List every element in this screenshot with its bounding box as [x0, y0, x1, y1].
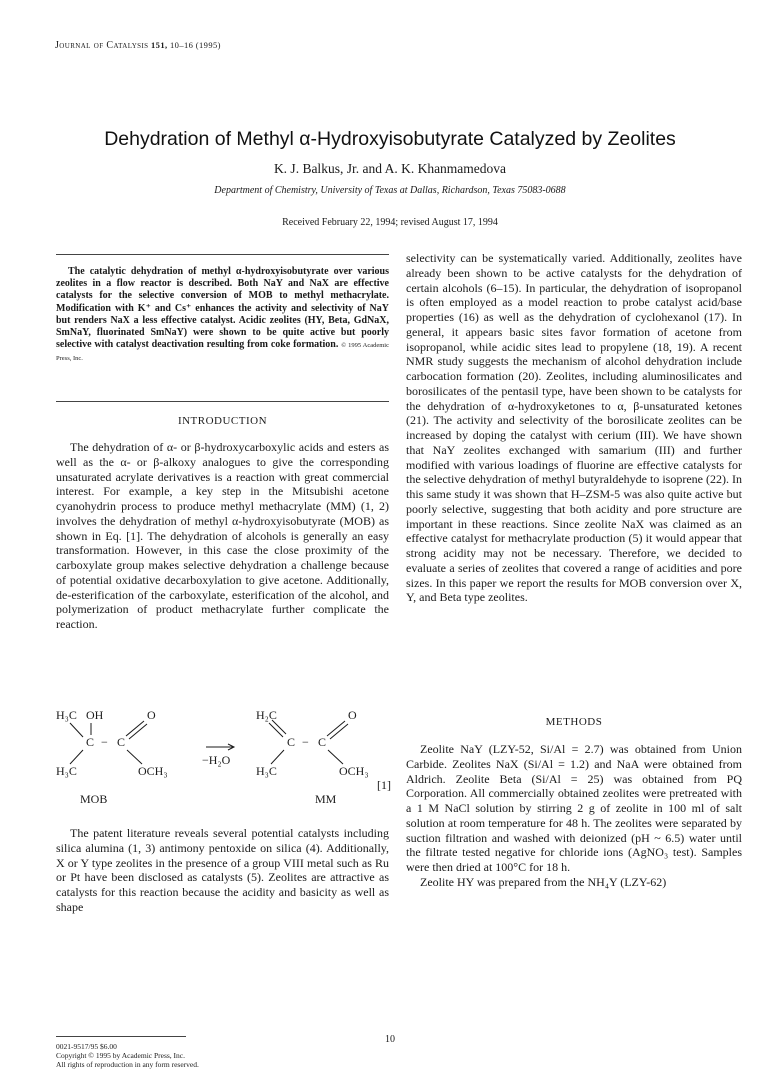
methods-body: [406, 742, 742, 890]
abstract-top-rule: [56, 254, 389, 255]
mm-dash: −: [302, 735, 309, 749]
introduction-body: [56, 440, 389, 632]
introduction-paragraph-1: The dehydration of α- or β-hydroxycarboxylic acids and esters as well as the α- or β-alkoxy analogues to give the corresponding unsaturated acrylate derivatives is a reaction with great commercial interest. For example, a key step in the Mitsubishi acetone cyanohydrin process to produce methyl methacrylate (MM) (1, 2) involves the dehydration of methyl α-hydroxyisobutyrate (MOB) as shown in Eq. [1]. The dehydration of alcohols is generally an easy transformation. However, in this case the close proximity of the carboxylate group makes selective dehydration a challenge because of potential oxidative decarboxylation to give acetone. Additionally, de-esterification of the carboxylate, esterification of the alcohol, and polymerization of product methacrylate further complicate the reaction.: [56, 440, 389, 631]
mob-hydroxyl: OH: [86, 708, 104, 722]
methods-heading: METHODS: [545, 716, 603, 728]
mob-ester-carbon: C: [117, 735, 126, 749]
mm-methylene: H₂C: [256, 708, 277, 722]
equation-number: [1]: [377, 778, 391, 792]
mob-dash: −: [101, 735, 108, 749]
abstract-copyright: © 1995 Academic Press, Inc.: [56, 342, 389, 363]
mob-label: MOB: [80, 792, 108, 806]
right-column-body: [406, 251, 742, 605]
introduction-heading: INTRODUCTION: [177, 415, 268, 427]
received-date: Received February 22, 1994; revised August 17, 1994: [282, 217, 498, 228]
journal-name: Journal of Catalysis: [55, 40, 149, 51]
abstract: [56, 266, 389, 366]
mm-double-bond-b: [272, 720, 286, 734]
mob-carbonyl-oxygen: O: [147, 708, 156, 722]
mob-bond-1: [70, 723, 83, 737]
article-title: Dehydration of Methyl α-Hydroxyisobutyrate Catalyzed by Zeolites: [104, 128, 676, 150]
water-loss: −H₂O: [202, 753, 231, 767]
footer-notice: [56, 1042, 199, 1069]
mm-bond-2: [328, 750, 343, 764]
journal-pages: 10–16 (1995): [170, 40, 221, 50]
mm-label: MM: [315, 792, 337, 806]
introduction-body-continued: [56, 826, 389, 915]
article-affiliation: Department of Chemistry, University of Texas at Dallas, Richardson, Texas 75083-0688: [214, 185, 566, 196]
abstract-text: The catalytic dehydration of methyl α-hydroxyisobutyrate over various zeolites in a flow reactor is described. Both NaY and NaX are effective catalysts for the selective conversion of MOB to methyl methacrylate. Modification with K⁺ and Cs⁺ enhances the activity and selectivity of NaY but renders NaX a less effective catalyst. Acidic zeolites (HY, Beta, GdNaX, SmNaY, fluorinated SmNaY) were shown to be quite active but poorly selective with catalyst deactivation resulting from coke formation.: [56, 266, 389, 351]
footer-rule: [56, 1036, 186, 1037]
reaction-scheme: [56, 708, 396, 808]
equation-1: [56, 708, 396, 808]
footer-rights: All rights of reproduction in any form reserved.: [56, 1060, 199, 1069]
mm-carbonyl-oxygen: O: [348, 708, 357, 722]
introduction-paragraph-2: The patent literature reveals several potential catalysts including silica alumina (1, 3) antimony pentoxide on silica (4). Additionally, X or Y type zeolites in the presence of a group VIII metal such as Ru or Pt have been disclosed as catalysts (5). Zeolites are attractive as catalysts for this reaction because the acidity and basicity as well as shape: [56, 826, 389, 914]
mob-methyl-top: H₃C: [56, 708, 77, 722]
mob-methoxy: OCH₃: [138, 764, 168, 778]
journal-header: [55, 40, 221, 51]
mm-bond-1: [271, 750, 284, 764]
mob-methyl-bottom: H₃C: [56, 764, 77, 778]
methods-paragraph-2: Zeolite HY was prepared from the NH₄Y (LZY-62): [420, 874, 667, 889]
methods-paragraph-1: Zeolite NaY (LZY-52, Si/Al = 2.7) was obtained from Union Carbide. Zeolites NaX (Si/Al = 1.2) and NaA were obtained from Aldrich. Zeolite Beta (Si/Al = 25) was obtained from PQ Corporation. All commercially obtained zeolites were pretreated with a 1 M NaCl solution by stirring 2 g of zeolite in 100 ml of salt solution at room temperature for 48 h. The zeolites were separated by suction filtration and washed with deionized (pH ~ 6.5) water until the filtrate tested negative for chloride ions (AgNO₃ test). Samples were then dried at 100°C for 18 h.: [406, 742, 742, 874]
introduction-paragraph-3: selectivity can be systematically varied. Additionally, zeolites have already been shown to be active catalysts for the dehydration of certain alcohols (6–15). In particular, the dehydration of isopropanol is often employed as a model reaction to probe catalyst acid/base properties (16) as well as the dehydration of cyclohexanol (17). In general, it appears basic sites favor formation of acetone from isopropanol, while acidic sites lead to propylene (18, 19). A recent NMR study suggests the mechanism of alcohol dehydration include carbocation formation (20). Zeolites, including aluminosilicates and borosilicates of the pentasil type, have been shown to be catalysts for the dehydration of α-hydroxyketones to α, β-unsaturated ketones (21). The activity and selectivity of the borosilicate zeolites can be increased by doping the catalyst with cerium (III). We have shown that NaY zeolites exchanged with samarium (III) and further modified with various loadings of fluorine are effective catalysts for the selective dehydration of methyl butyraldehyde to isoprene (22). In this same study it was shown that H–ZSM-5 was also quite active but poorly selective, suggesting that both acidity and pore structure are important in these reactions. Since zeolite NaX was claimed as an effective catalyst for methacrylate production (5) it would appear that strong acidity may not be necessary. Therefore, we decided to evaluate a series of zeolites that covered a range of acidities and pore sizes. In this paper we report the results for MOB conversion over X, Y, and Beta type zeolites.: [406, 251, 742, 605]
mob-central-carbon: C: [86, 735, 95, 749]
mm-central-carbon: C: [287, 735, 296, 749]
mm-ester-carbon: C: [318, 735, 327, 749]
footer-code: 0021-9517/95 $6.00: [56, 1042, 117, 1051]
mob-bond-4: [127, 750, 142, 764]
footer-copyright: Copyright © 1995 by Academic Press, Inc.: [56, 1051, 186, 1060]
mm-methyl: H₃C: [256, 764, 277, 778]
journal-volume: 151,: [151, 40, 168, 50]
mob-bond-3: [70, 750, 83, 764]
article-authors: K. J. Balkus, Jr. and A. K. Khanmamedova: [273, 161, 507, 176]
mm-double-bond-a: [269, 723, 283, 737]
page-number: 10: [385, 1034, 395, 1045]
mm-methoxy: OCH₃: [339, 764, 369, 778]
abstract-bottom-rule: [56, 401, 389, 402]
